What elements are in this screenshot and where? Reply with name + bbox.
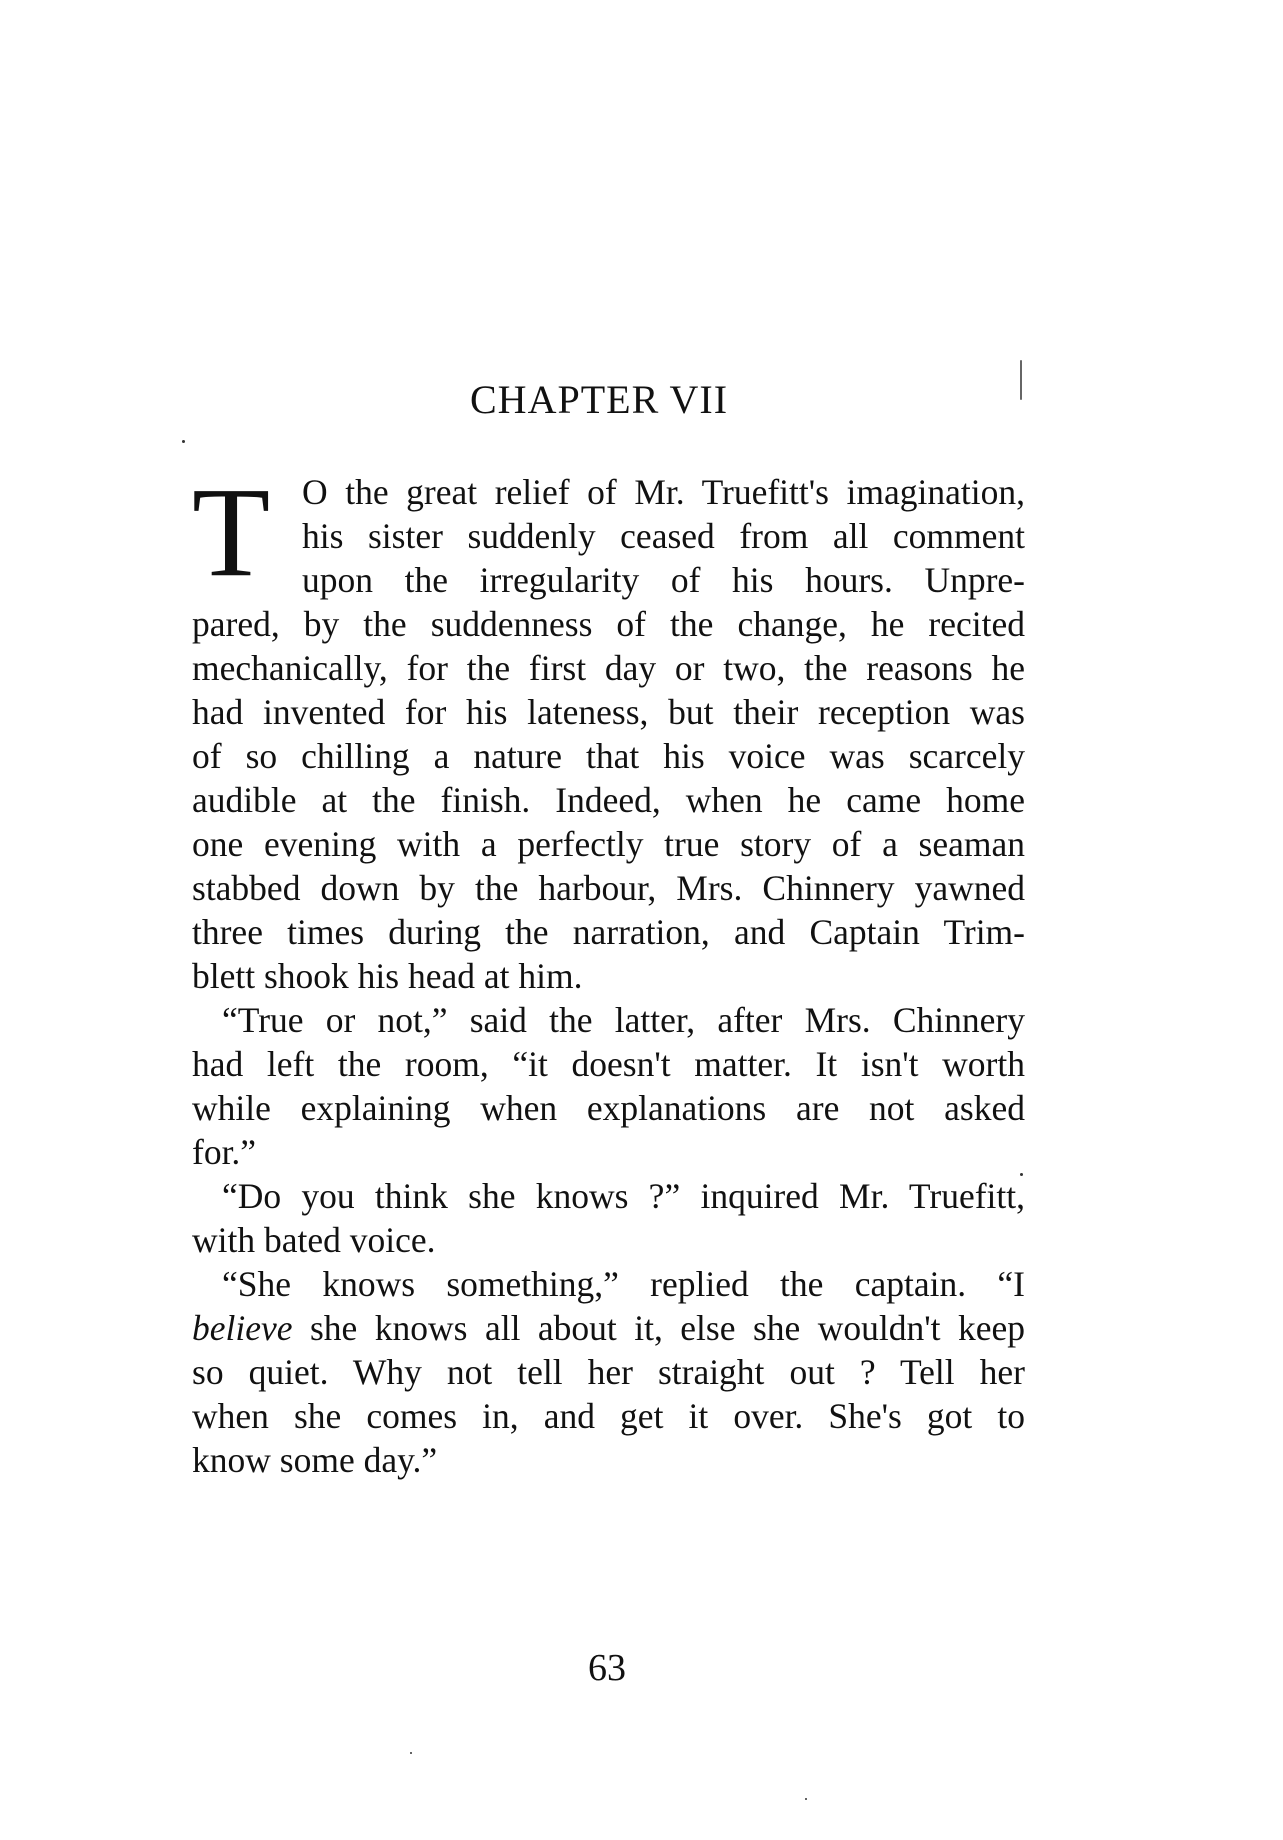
text-line: blett shook his head at him. [192, 956, 583, 996]
chapter-title: CHAPTER VII [470, 377, 729, 422]
body-text [192, 461, 1025, 1482]
text-line: mechanically, for the first day or two, the reasons he [192, 648, 1025, 688]
text-line: O the great relief of Mr. Truefitt's imagination, [302, 472, 1025, 512]
text-line: “Do you think she knows ?” inquired Mr. Truefitt, [222, 1176, 1025, 1216]
text-line: stabbed down by the harbour, Mrs. Chinnery yawned [192, 868, 1025, 908]
text-line: his sister suddenly ceased from all comment [302, 516, 1025, 556]
text-line: with bated voice. [192, 1220, 436, 1260]
text-line: upon the irregularity of his hours. Unpre- [302, 560, 1025, 600]
scan-speck [1020, 360, 1022, 400]
text-line: know some day.” [192, 1440, 438, 1480]
text-line: one evening with a perfectly true story of a seaman [192, 824, 1025, 864]
text-line-rest: she knows all about it, else she wouldn't keep [309, 1308, 1025, 1348]
scan-speck [410, 1752, 412, 1754]
text-line-with-italic [192, 1306, 1025, 1350]
text-line: while explaining when explanations are not asked [192, 1088, 1025, 1128]
text-line: “True or not,” said the latter, after Mrs. Chinnery [222, 1000, 1025, 1040]
text-line: “She knows something,” replied the captain. “I [222, 1264, 1025, 1304]
text-line: three times during the narration, and Captain Trim- [192, 912, 1025, 952]
text-line: pared, by the suddenness of the change, he recited [192, 604, 1025, 644]
text-line: for.” [192, 1132, 257, 1172]
text-line: of so chilling a nature that his voice was scarcely [192, 736, 1025, 776]
text-line: so quiet. Why not tell her straight out ? Tell her [192, 1352, 1025, 1392]
italic-word: believe [192, 1308, 293, 1348]
drop-cap: T [192, 461, 271, 603]
scan-speck [1020, 1173, 1023, 1176]
text-line: when she comes in, and get it over. She's got to [192, 1396, 1025, 1436]
text-line: had invented for his lateness, but their reception was [192, 692, 1025, 732]
scan-speck [182, 440, 185, 443]
page-number: 63 [588, 1647, 626, 1689]
scan-speck [805, 1798, 807, 1800]
text-line: had left the room, “it doesn't matter. It isn't worth [192, 1044, 1025, 1084]
text-line: audible at the finish. Indeed, when he came home [192, 780, 1025, 820]
